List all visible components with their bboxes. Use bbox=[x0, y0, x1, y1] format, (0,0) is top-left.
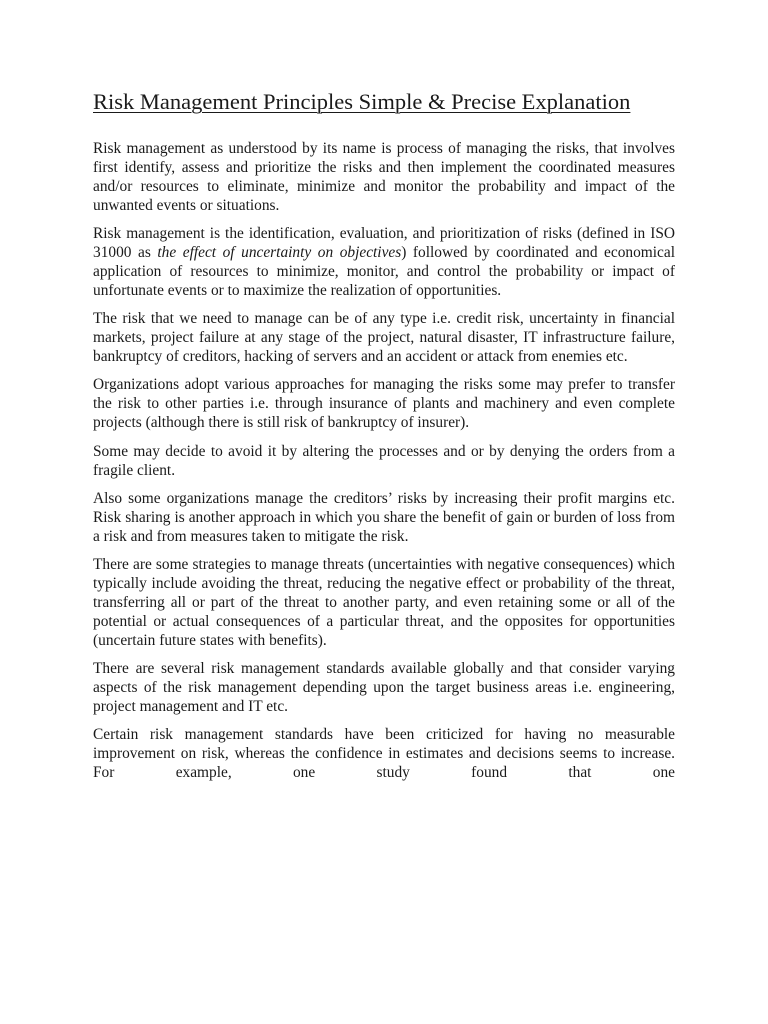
paragraph-2 bbox=[93, 225, 675, 301]
paragraph-2-text-after: ) followed by coordinated and economical application of resources to minimize, monitor, and control the probability or impact of unfortunate events or to maximize the realization of opportunities. bbox=[93, 244, 675, 299]
paragraph-2-text-before: Risk management is the identification, evaluation, and prioritization of risks (defined in ISO 31000 as bbox=[93, 225, 675, 262]
paragraph-3: The risk that we need to manage can be of any type i.e. credit risk, uncertainty in financial markets, project failure at any stage of the project, natural disaster, IT infrastructure failure, bankruptcy of creditors, hacking of servers and an accident or attack from enemies etc. bbox=[93, 310, 675, 366]
paragraph-9: Certain risk management standards have been criticized for having no measurable improvement on risk, whereas the confidence in estimates and decisions seems to increase. For example, one study found that one bbox=[93, 726, 675, 782]
document-title: Risk Management Principles Simple & Precise Explanation bbox=[93, 89, 631, 114]
paragraph-7: There are some strategies to manage threats (uncertainties with negative consequences) which typically include avoiding the threat, reducing the negative effect or probability of the threat, transferring all or part of the threat to another party, and even retaining some or all of the potential or actual consequences of a particular threat, and the opposites for opportunities (uncertain future states with benefits). bbox=[93, 556, 675, 649]
paragraph-1: Risk management as understood by its name is process of managing the risks, that involves first identify, assess and prioritize the risks and then implement the coordinated measures and/or resources to eliminate, minimize and monitor the probability and impact of the unwanted events or situations. bbox=[93, 140, 675, 214]
paragraph-5: Some may decide to avoid it by altering the processes and or by denying the orders from a fragile client. bbox=[93, 442, 675, 479]
paragraph-2-italic-definition: the effect of uncertainty on objectives bbox=[157, 244, 402, 262]
paragraph-6: Also some organizations manage the creditors’ risks by increasing their profit margins etc. Risk sharing is another approach in which you share the benefit of gain or burden of loss from a risk and from measures taken to mitigate the risk. bbox=[93, 490, 675, 545]
document-body bbox=[93, 140, 675, 793]
paragraph-4: Organizations adopt various approaches for managing the risks some may prefer to transfer the risk to other parties i.e. through insurance of plants and machinery and even complete projects (although there is still risk of bankruptcy of insurer). bbox=[93, 376, 675, 432]
paragraph-8: There are several risk management standards available globally and that consider varying aspects of the risk management depending upon the target business areas i.e. engineering, project management and IT etc. bbox=[93, 660, 675, 716]
